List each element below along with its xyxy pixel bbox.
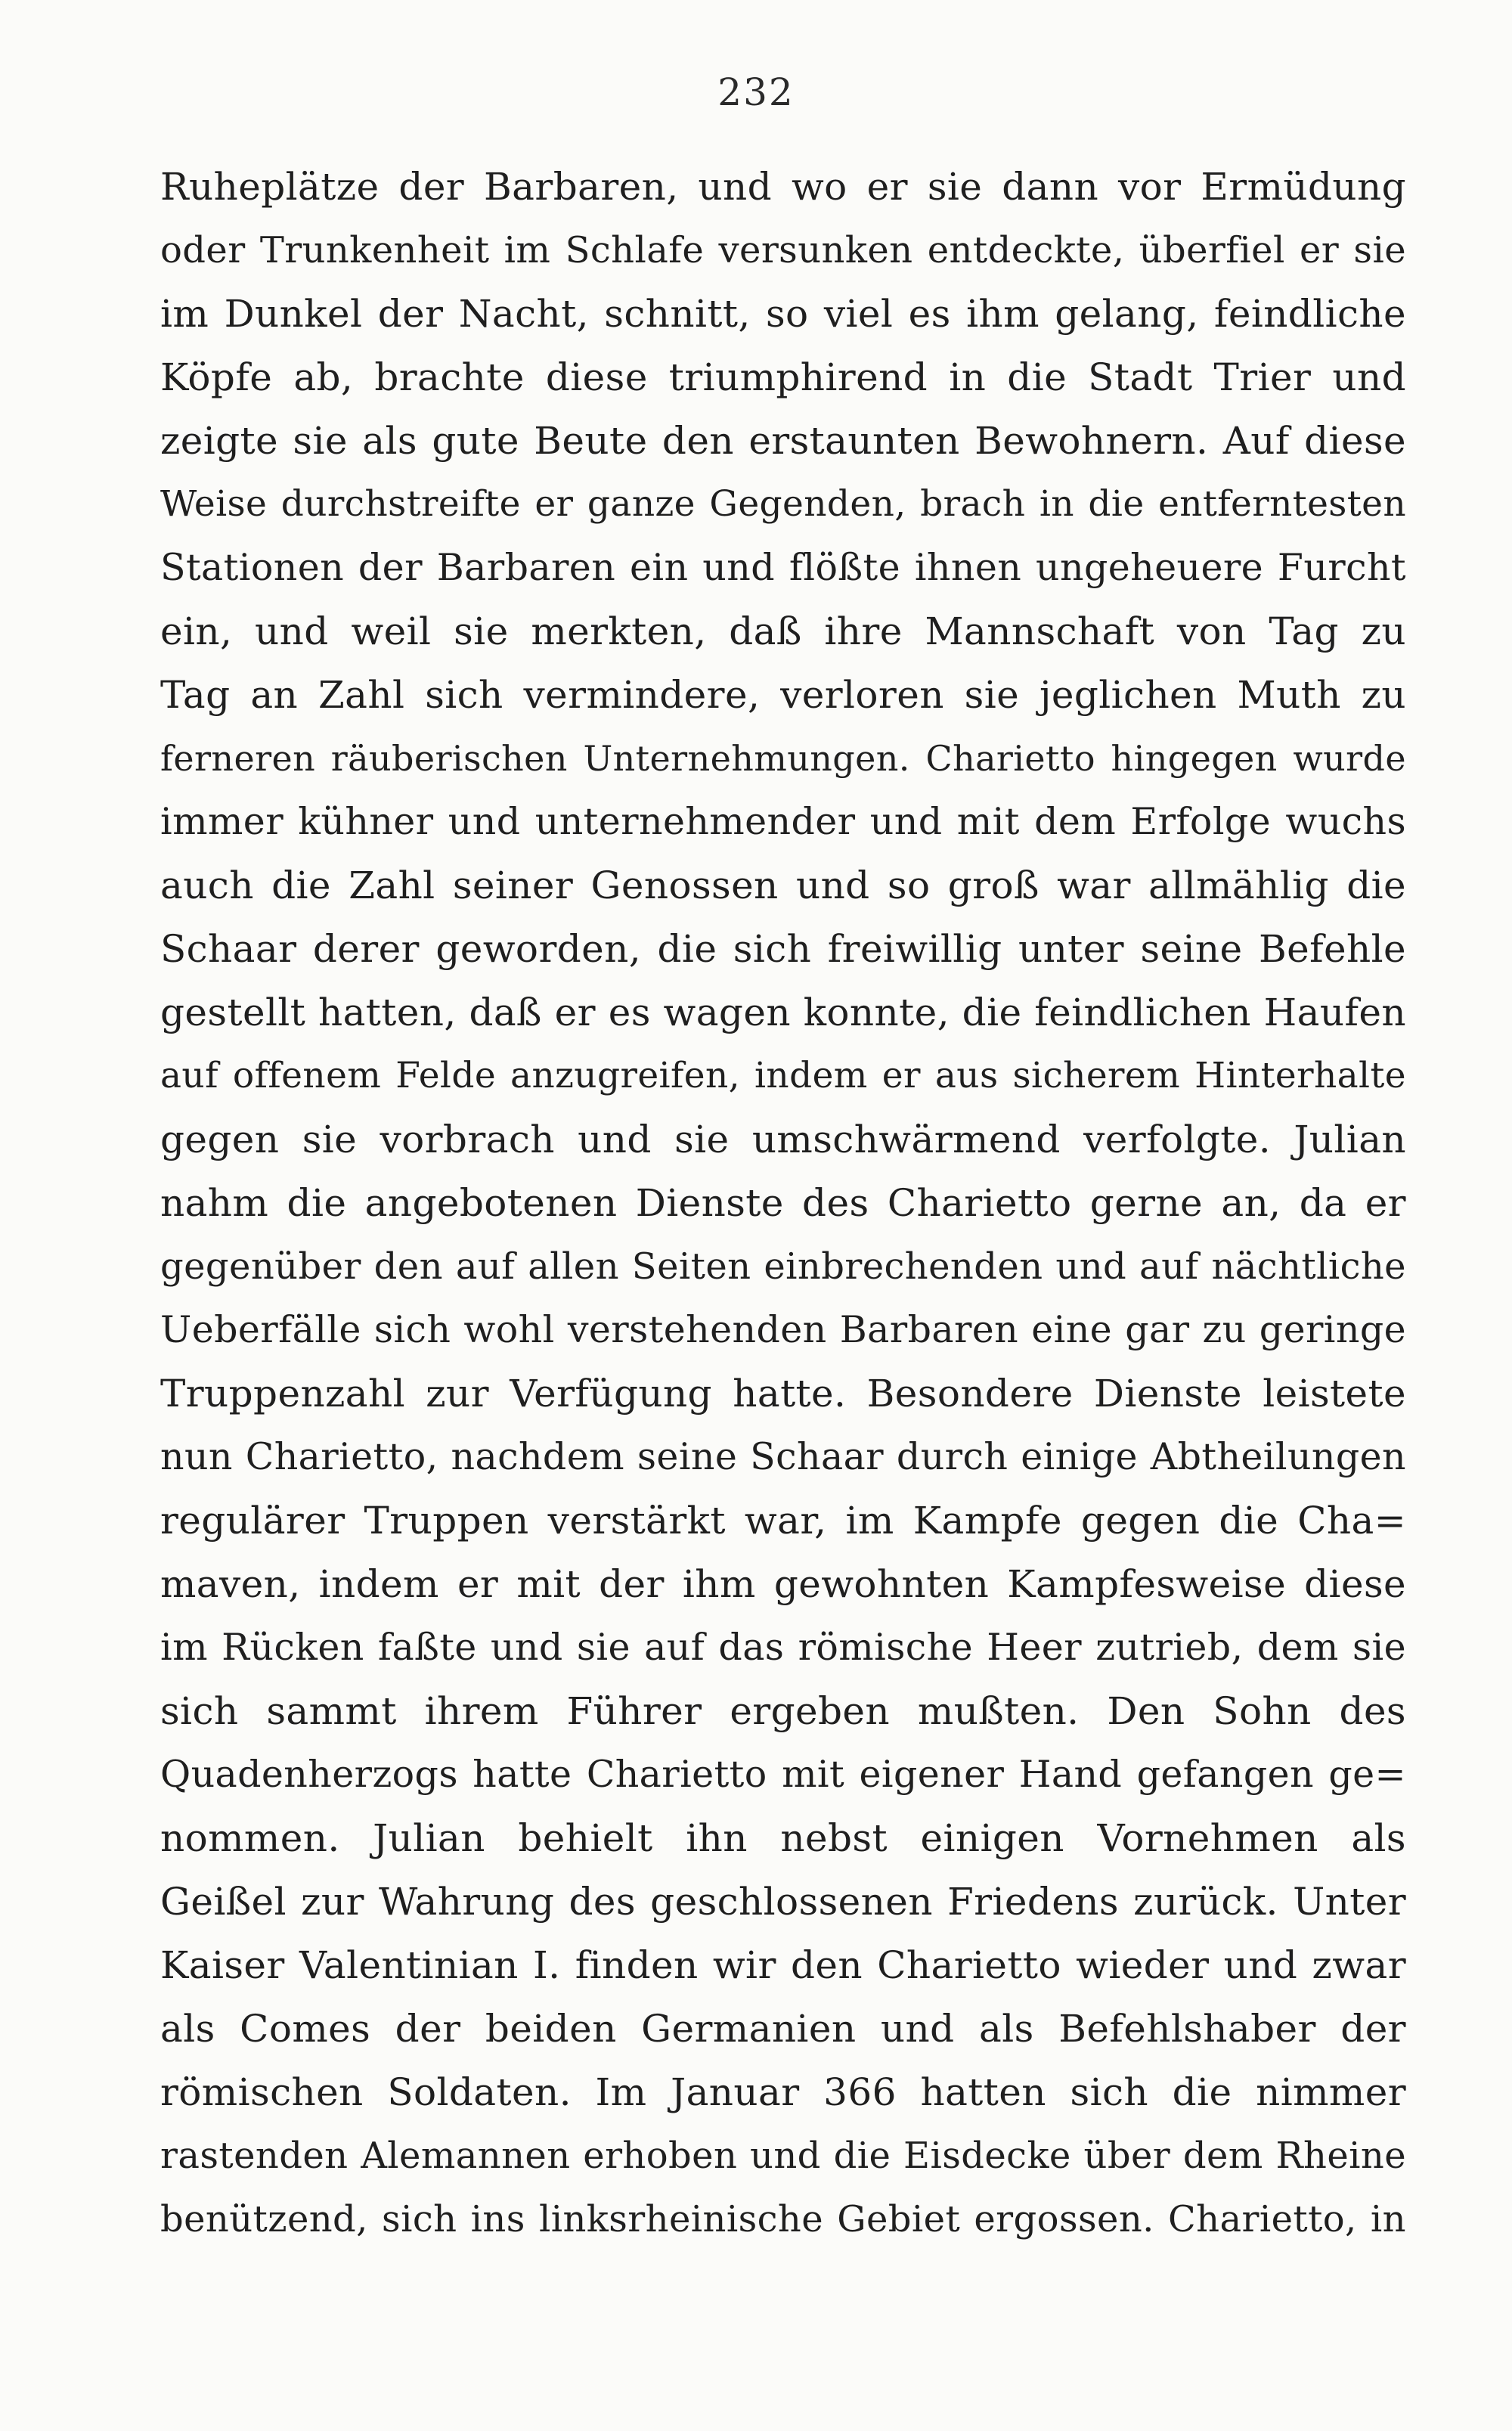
text-line: Quadenherzogs hatte Charietto mit eigener Hand gefangen ge= <box>160 1753 1406 1796</box>
text-line: immer kühner und unternehmender und mit dem Erfolge wuchs <box>160 800 1406 843</box>
text-line: sich sammt ihrem Führer ergeben mußten. Den Sohn des <box>160 1689 1406 1733</box>
page-number: 232 <box>717 70 795 114</box>
text-line: Weise durchstreifte er ganze Gegenden, brach in die entferntesten <box>160 483 1406 525</box>
text-line: maven, indem er mit der ihm gewohnten Kampfesweise diese <box>160 1562 1406 1606</box>
text-line: Ueberfälle sich wohl verstehenden Barbaren eine gar zu geringe <box>160 1308 1406 1351</box>
text-line: nun Charietto, nachdem seine Schaar durch einige Abtheilungen <box>160 1435 1406 1478</box>
text-line: Kaiser Valentinian I. finden wir den Charietto wieder und zwar <box>160 1943 1406 1987</box>
text-line: rastenden Alemannen erhoben und die Eisdecke über dem Rheine <box>160 2135 1406 2177</box>
text-line: oder Trunkenheit im Schlafe versunken entdeckte, überfiel er sie <box>160 229 1406 271</box>
text-line: benützend, sich ins linksrheinische Gebiet ergossen. Charietto, in <box>160 2198 1406 2240</box>
text-line: regulärer Truppen verstärkt war, im Kampfe gegen die Cha= <box>160 1499 1406 1543</box>
text-line: auf offenem Felde anzugreifen, indem er aus sicherem Hinterhalte <box>160 1055 1406 1096</box>
text-line: gestellt hatten, daß er es wagen konnte, die feindlichen Haufen <box>160 991 1406 1034</box>
text-line: ein, und weil sie merkten, daß ihre Mannschaft von Tag zu <box>160 609 1406 653</box>
text-line: Geißel zur Wahrung des geschlossenen Friedens zurück. Unter <box>160 1880 1406 1924</box>
text-line: Ruheplätze der Barbaren, und wo er sie dann vor Ermüdung <box>160 165 1406 209</box>
text-line: Schaar derer geworden, die sich freiwillig unter seine Befehle <box>160 927 1406 971</box>
text-line: nommen. Julian behielt ihn nebst einigen Vornehmen als <box>160 1816 1406 1860</box>
text-line: nahm die angebotenen Dienste des Charietto gerne an, da er <box>160 1181 1406 1225</box>
text-line: auch die Zahl seiner Genossen und so groß war allmählig die <box>160 864 1406 907</box>
text-line: im Rücken faßte und sie auf das römische Heer zutrieb, dem sie <box>160 1626 1406 1669</box>
text-line: zeigte sie als gute Beute den erstaunten Bewohnern. Auf diese <box>160 419 1406 463</box>
text-line: Stationen der Barbaren ein und flößte ihnen ungeheuere Furcht <box>160 546 1406 589</box>
text-line: römischen Soldaten. Im Januar 366 hatten sich die nimmer <box>160 2070 1406 2114</box>
text-line: Tag an Zahl sich vermindere, verloren sie jeglichen Muth zu <box>160 673 1406 717</box>
text-line: Truppenzahl zur Verfügung hatte. Besondere Dienste leistete <box>160 1372 1406 1415</box>
text-line: gegen sie vorbrach und sie umschwärmend verfolgte. Julian <box>160 1118 1406 1161</box>
text-line: als Comes der beiden Germanien und als Befehlshaber der <box>160 2007 1406 2051</box>
text-line: ferneren räuberischen Unternehmungen. Charietto hingegen wurde <box>160 738 1406 779</box>
text-line: im Dunkel der Nacht, schnitt, so viel es ihm gelang, feindliche <box>160 292 1406 336</box>
text-line: Köpfe ab, brachte diese triumphirend in die Stadt Trier und <box>160 355 1406 399</box>
body-text <box>160 155 1406 2251</box>
text-line: gegenüber den auf allen Seiten einbrechenden und auf nächtliche <box>160 1245 1406 1288</box>
